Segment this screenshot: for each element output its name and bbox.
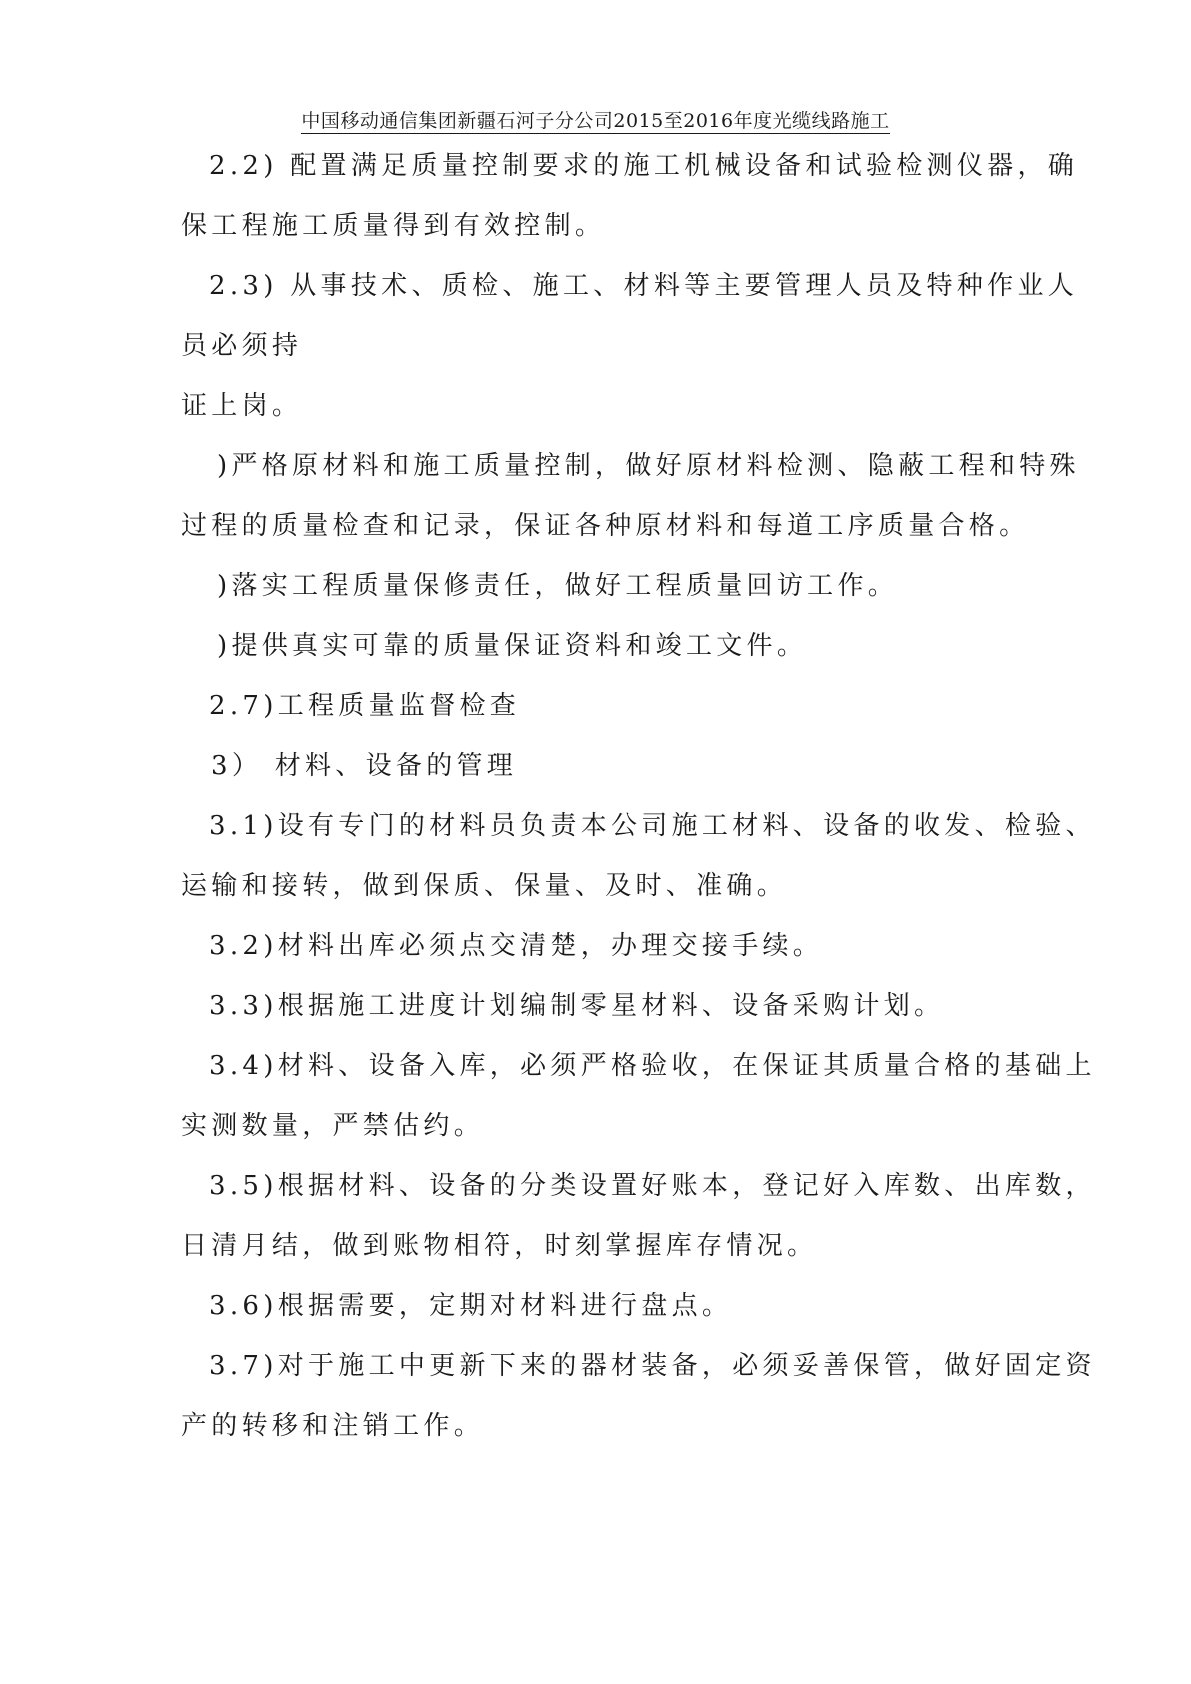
paragraph-line: 3.5)根据材料、设备的分类设置好账本，登记好入库数、出库数， <box>209 1171 1096 1201</box>
paragraph-line: )提供真实可靠的质量保证资料和竣工文件。 <box>217 631 808 661</box>
paragraph-line: 日清月结，做到账物相符，时刻掌握库存情况。 <box>181 1231 818 1261</box>
paragraph-line: 3.2)材料出库必须点交清楚，办理交接手续。 <box>209 931 824 961</box>
page-header <box>0 108 1191 134</box>
paragraph-line: 员必须持 <box>181 331 303 361</box>
paragraph-line: 3.7)对于施工中更新下来的器材装备，必须妥善保管，做好固定资 <box>209 1351 1096 1381</box>
paragraph-line: 过程的质量检查和记录，保证各种原材料和每道工序质量合格。 <box>181 511 1030 541</box>
paragraph-line: 3） 材料、设备的管理 <box>211 751 518 781</box>
paragraph-line: 2.7)工程质量监督检查 <box>209 691 521 721</box>
paragraph-line: 3.3)根据施工进度计划编制零星材料、设备采购计划。 <box>209 991 945 1021</box>
paragraph-line: )严格原材料和施工质量控制，做好原材料检测、隐蔽工程和特殊 <box>217 451 1080 481</box>
paragraph-line: 3.4)材料、设备入库，必须严格验收，在保证其质量合格的基础上 <box>209 1051 1096 1081</box>
paragraph-line: 2.2) 配置满足质量控制要求的施工机械设备和试验检测仪器，确 <box>209 151 1079 181</box>
paragraph-line: 保工程施工质量得到有效控制。 <box>181 211 606 241</box>
paragraph-line: 2.3) 从事技术、质检、施工、材料等主要管理人员及特种作业人 <box>209 271 1079 301</box>
paragraph-line: )落实工程质量保修责任，做好工程质量回访工作。 <box>217 571 899 601</box>
paragraph-line: 产的转移和注销工作。 <box>181 1411 485 1441</box>
paragraph-line: 证上岗。 <box>181 391 303 421</box>
header-title: 中国移动通信集团新疆石河子分公司2015至2016年度光缆线路施工 <box>301 110 890 132</box>
paragraph-line: 实测数量，严禁估约。 <box>181 1111 485 1141</box>
paragraph-line: 3.6)根据需要，定期对材料进行盘点。 <box>209 1291 733 1321</box>
paragraph-line: 3.1)设有专门的材料员负责本公司施工材料、设备的收发、检验、 <box>209 811 1096 841</box>
paragraph-line: 运输和接转，做到保质、保量、及时、准确。 <box>181 871 788 901</box>
